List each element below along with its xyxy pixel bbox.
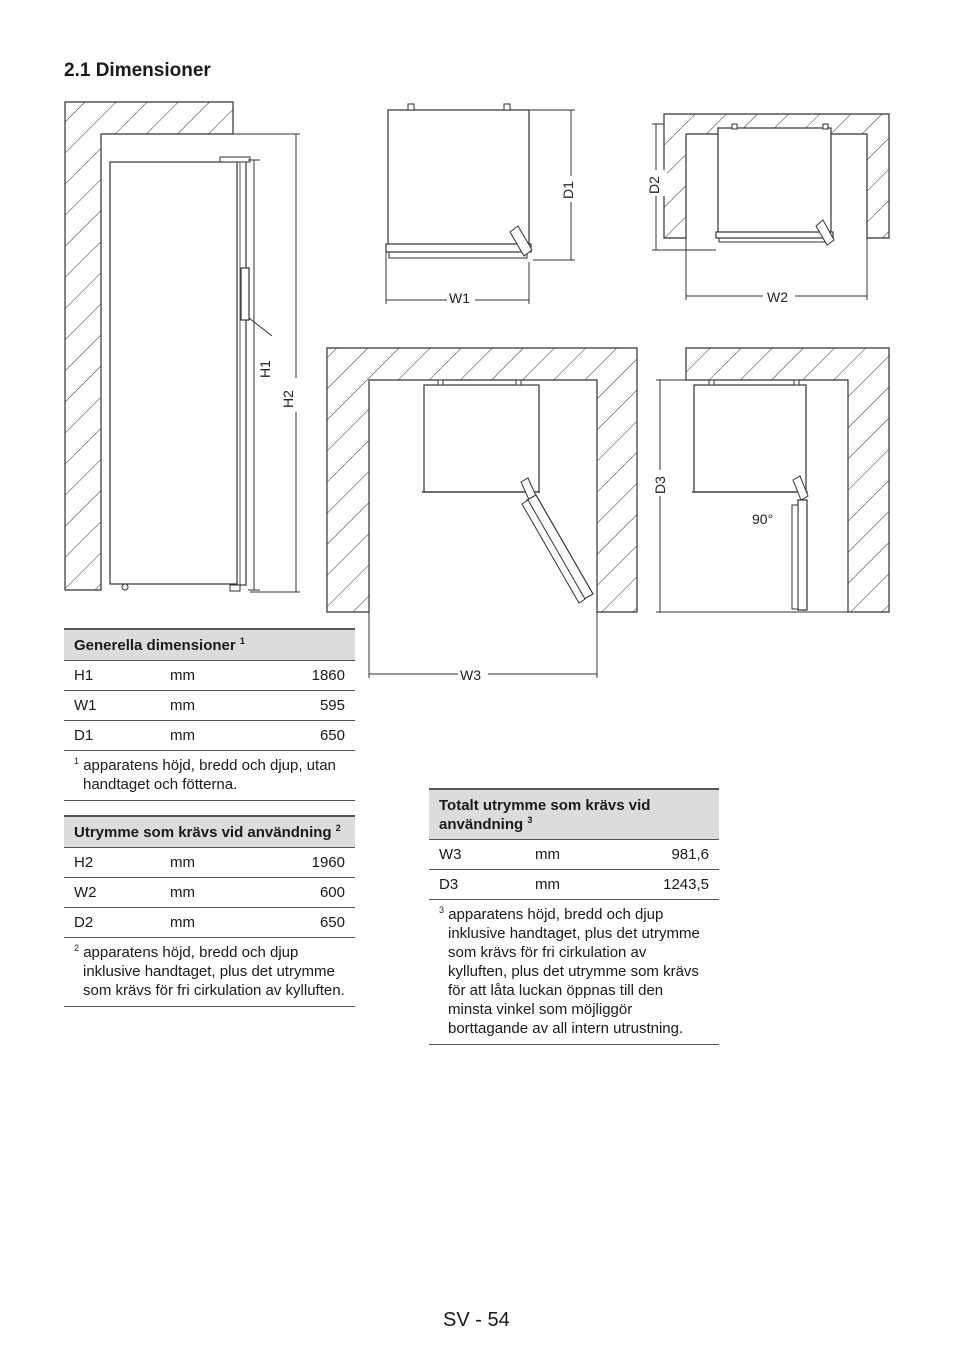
table-header: Generella dimensioner $^1$ — [64, 629, 355, 661]
h1-label: H1 — [257, 360, 273, 378]
top-view-w2-d2 — [645, 114, 889, 305]
top-view-w1-d1 — [386, 104, 580, 308]
top-view-w3 — [327, 348, 637, 683]
d3-label: D3 — [652, 476, 668, 494]
h2-label: H2 — [280, 390, 296, 408]
fridge-body-side — [110, 162, 238, 584]
section-title: 2.1 Dimensioner — [64, 60, 211, 81]
table-footnote: $^1$ apparatens höjd, bredd och djup, utan handtaget och fötterna. — [64, 751, 355, 801]
page-number: SV - 54 — [443, 1309, 510, 1331]
w2-label: W2 — [767, 289, 788, 305]
table-header: Totalt utrymme som krävs vid användning $^3$ — [429, 789, 719, 840]
table-row: H1 mm 1860 — [64, 661, 355, 691]
fridge-door-side — [237, 160, 246, 585]
table-footnote: $^2$ apparatens höjd, bredd och djup inklusive handtaget, plus det utrymme som krävs för fri cirkulation av kylluften. — [64, 938, 355, 1007]
total-space-table — [429, 788, 719, 1045]
d2-label: D2 — [646, 176, 662, 194]
general-dimensions-table — [64, 628, 355, 801]
w3-label: W3 — [460, 667, 481, 683]
w1-label: W1 — [449, 290, 470, 306]
d1-label: D1 — [560, 181, 576, 199]
table-header: Utrymme som krävs vid användning $^2$ — [64, 816, 355, 848]
table-row: H2 mm 1960 — [64, 848, 355, 878]
table-row: W1 mm 595 — [64, 691, 355, 721]
space-required-table — [64, 815, 355, 1007]
table-footnote: $^3$ apparatens höjd, bredd och djup inklusive handtaget, plus det utrymme som krävs för fri cirkulation av kylluften, plus det utrymme som krävs för att låta luckan öppnas till den minsta vinkel som möjliggör borttagande av all intern utrustning. — [429, 900, 719, 1045]
table-row: W2 mm 600 — [64, 878, 355, 908]
table-row: D3 mm 1243,5 — [429, 870, 719, 900]
table-row: D2 mm 650 — [64, 908, 355, 938]
table-row: W3 mm 981,6 — [429, 840, 719, 870]
top-view-d3 — [650, 348, 889, 612]
angle-label: 90° — [752, 511, 774, 527]
table-row: D1 mm 650 — [64, 721, 355, 751]
side-view — [65, 102, 302, 592]
handle-side — [241, 268, 249, 320]
